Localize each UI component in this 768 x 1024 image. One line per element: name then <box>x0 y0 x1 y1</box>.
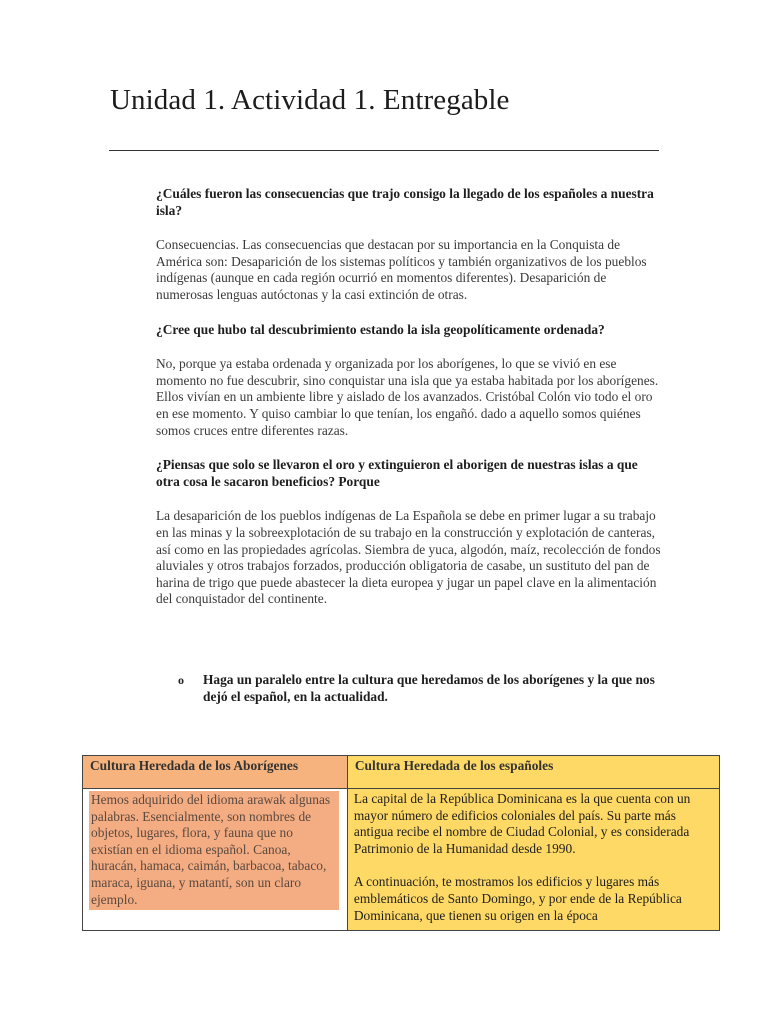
table-header-row <box>83 756 720 789</box>
table-row <box>83 789 720 931</box>
document-title: Unidad 1. Actividad 1. Entregable <box>110 84 510 116</box>
answer-2: No, porque ya estaba ordenada y organizada por los aborígenes, lo que se vivió en ese momento no fue descubrir, sino conquistar una isla que ya estaba habitada por los aborígenes. Ellos vivían en un ambiente libre y aislado de los avanzados. Cristóbal Colón vio todo el oro en ese momento. Y quiso cambiar lo que tenían, los engañó. dado a aquello somos quiénes somos cruces entre diferentes razas. <box>156 356 659 438</box>
culture-comparison-table <box>82 755 720 931</box>
question-3: ¿Piensas que solo se llevaron el oro y extinguieron el aborigen de nuestras islas a que otra cosa le sacaron beneficios? Porque <box>156 457 638 489</box>
cell-espanoles-paragraph-2: A continuación, te mostramos los edificios y lugares más emblemáticos de Santo Domingo, y por ende de la República Dominicana, que tienen su origen en la época <box>353 874 682 923</box>
header-espanoles: Cultura Heredada de los españoles <box>347 756 719 789</box>
question-2: ¿Cree que hubo tal descubrimiento estando la isla geopolíticamente ordenada? <box>156 321 605 337</box>
bullet-text: Haga un paralelo entre la cultura que heredamos de los aborígenes y la que nos dejó el español, en la actualidad. <box>203 672 655 704</box>
cell-espanoles <box>347 789 719 931</box>
header-aborigenes: Cultura Heredada de los Aborígenes <box>83 756 348 789</box>
bullet-marker: o <box>178 673 184 687</box>
title-divider <box>109 150 659 151</box>
cell-aborigenes-text: Hemos adquirido del idioma arawak algunas palabras. Esencialmente, son nombres de objetos, lugares, flora, y fauna que no existían en el idioma español. Canoa, huracán, hamaca, caimán, barbacoa, tabaco, maraca, iguana, y matantí, son un claro ejemplo. <box>89 791 339 910</box>
bullet-instruction <box>178 672 662 705</box>
cell-aborigenes <box>83 789 348 931</box>
cell-espanoles-paragraph-1: La capital de la República Dominicana es la que cuenta con un mayor número de edificios coloniales del país. Su parte más antigua recibe el nombre de Ciudad Colonial, y es considerada Patrimonio de la Humanidad desde 1990. <box>353 791 691 856</box>
qa-section <box>156 186 662 626</box>
answer-1: Consecuencias. Las consecuencias que destacan por su importancia en la Conquista de América son: Desaparición de los sistemas políticos y también organizativos de los pueblos indígenas (aunque en cada región ocurrió en momentos diferentes). Desaparición de numerosas lenguas autóctonas y la casi extinción de otras. <box>156 237 647 302</box>
answer-3: La desaparición de los pueblos indígenas de La Española se debe en primer lugar a su trabajo en las minas y la sobreexplotación de su trabajo en la construcción y explotación de canteras, así como en las propiedades agrícolas. Siembra de yuca, algodón, maíz, recolección de fondos aluviales y otros trabajos forzados, producción obligatoria de casabe, un sustituto del pan de harina de trigo que puede abastecer la dieta europea y jugar un papel clave en la alimentación del conquistador del continente. <box>156 508 661 607</box>
question-1: ¿Cuáles fueron las consecuencias que trajo consigo la llegado de los españoles a nuestra isla? <box>156 186 654 218</box>
